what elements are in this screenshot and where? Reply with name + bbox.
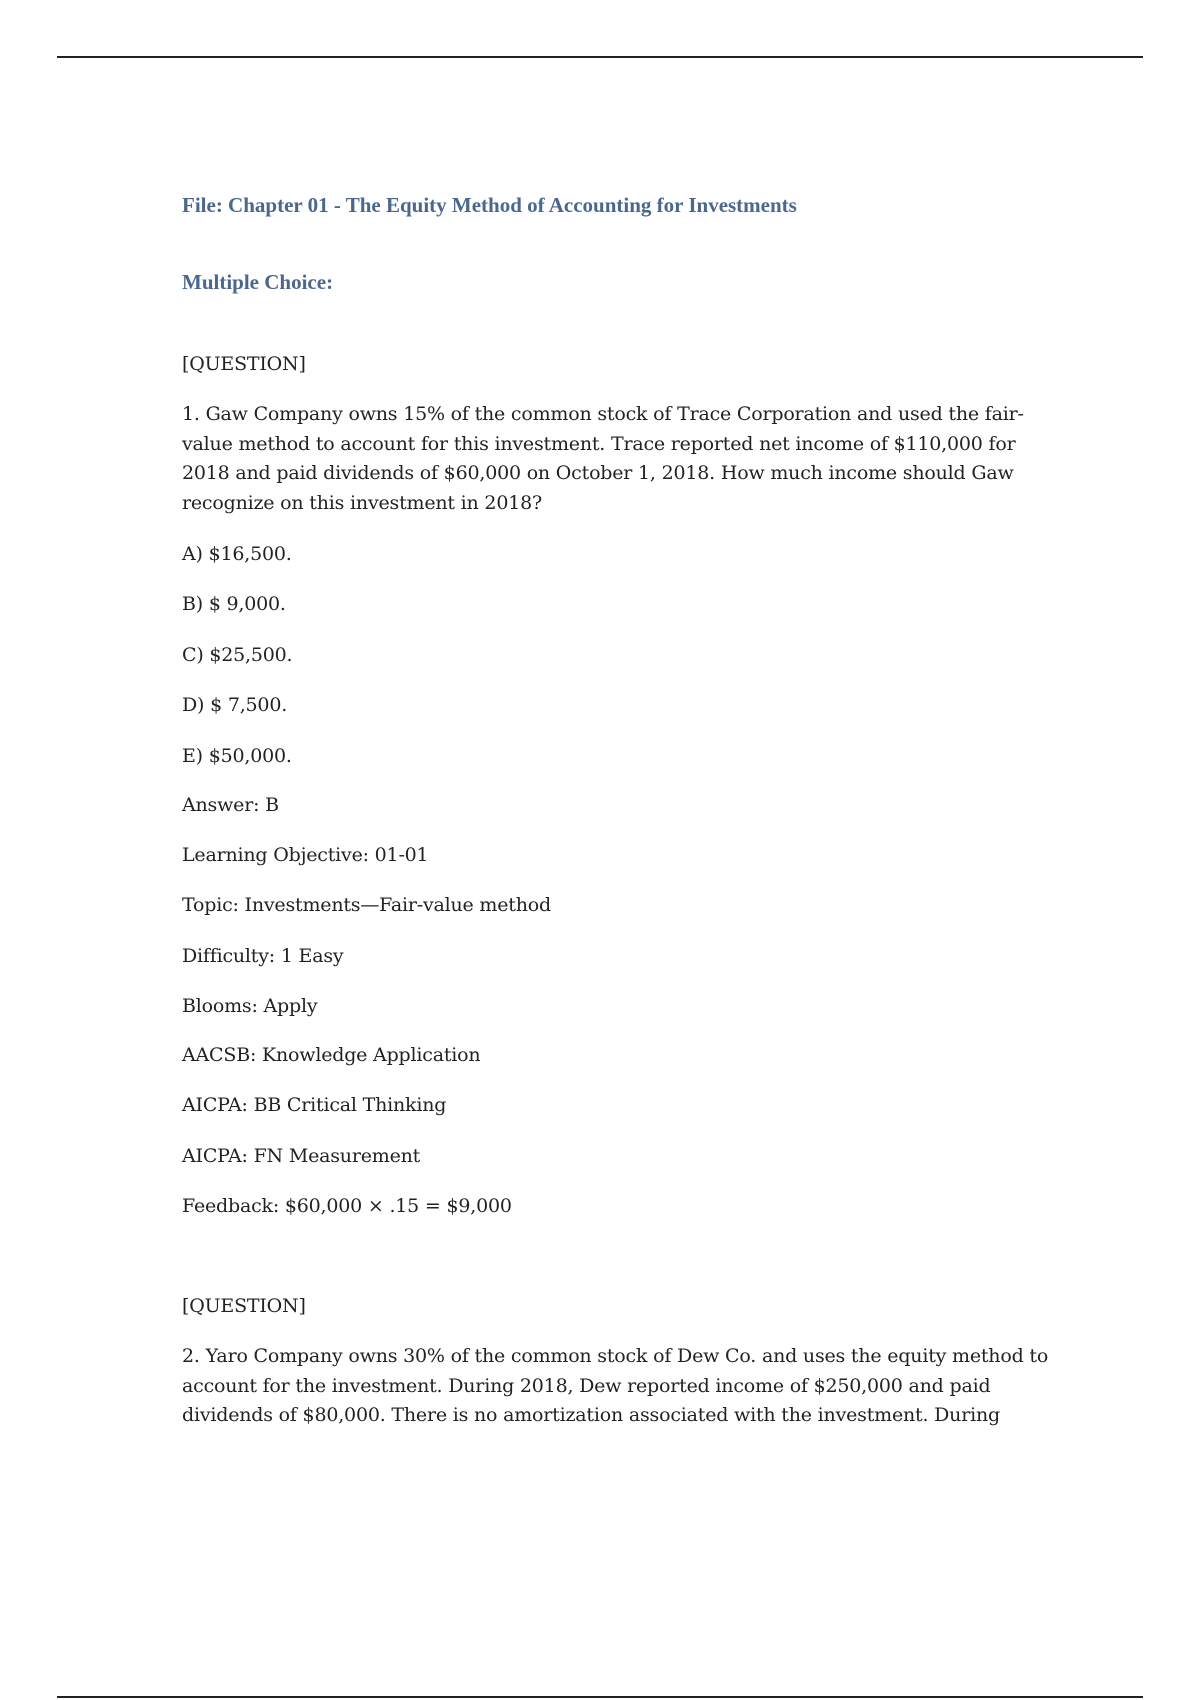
question-marker: [QUESTION] <box>182 353 306 375</box>
option-a: A) $16,500. <box>182 543 292 565</box>
option-e: E) $50,000. <box>182 745 292 767</box>
option-b: B) $ 9,000. <box>182 593 286 615</box>
learning-objective: Learning Objective: 01-01 <box>182 844 429 866</box>
bottom-rule <box>57 1696 1143 1698</box>
top-rule <box>57 56 1143 58</box>
file-title: File: Chapter 01 - The Equity Method of Accounting for Investments <box>182 193 797 217</box>
question-marker: [QUESTION] <box>182 1295 306 1317</box>
section-title: Multiple Choice: <box>182 270 334 294</box>
feedback: Feedback: $60,000 × .15 = $9,000 <box>182 1195 512 1217</box>
answer: Answer: B <box>182 794 279 816</box>
question-text: 1. Gaw Company owns 15% of the common stock of Trace Corporation and used the fair-value method to account for this investment. Trace reported net income of $110,000 for 2018 and paid dividends of $60,000 on October 1, 2018. How much income should Gaw recognize on this investment in 2018? <box>182 403 1024 514</box>
question-text: 2. Yaro Company owns 30% of the common stock of Dew Co. and uses the equity method to account for the investment. During 2018, Dew reported income of $250,000 and paid dividends of $80,000. There is no amortization associated with the investment. During <box>182 1345 1049 1426</box>
option-d: D) $ 7,500. <box>182 694 288 716</box>
blooms: Blooms: Apply <box>182 995 318 1017</box>
topic: Topic: Investments—Fair-value method <box>182 894 551 916</box>
difficulty: Difficulty: 1 Easy <box>182 945 344 967</box>
aicpa-critical-thinking: AICPA: BB Critical Thinking <box>182 1094 447 1116</box>
aacsb: AACSB: Knowledge Application <box>182 1044 481 1066</box>
option-c: C) $25,500. <box>182 644 293 666</box>
aicpa-measurement: AICPA: FN Measurement <box>182 1145 421 1167</box>
